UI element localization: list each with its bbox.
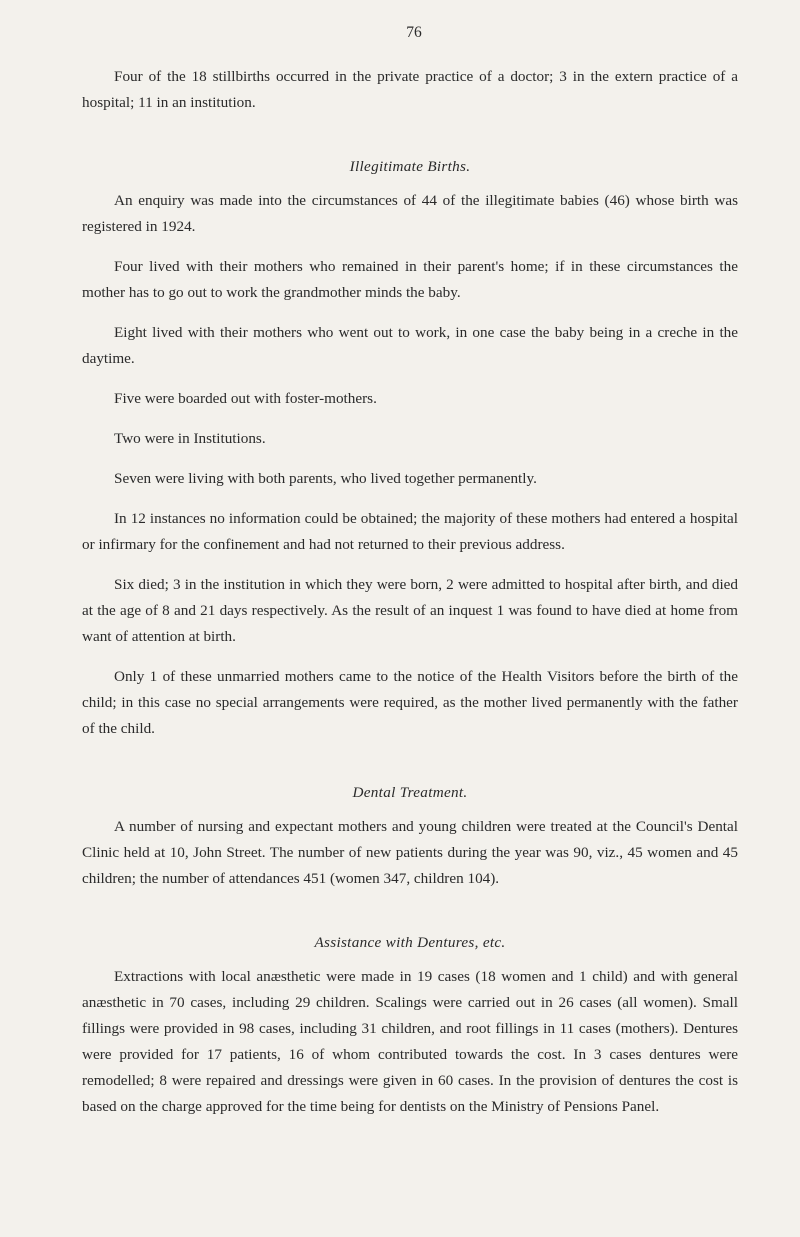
section-heading-dentures: Assistance with Dentures, etc.	[314, 934, 506, 951]
page-number: 76	[406, 24, 422, 41]
paragraph: Five were boarded out with foster-mothers.	[114, 390, 377, 407]
paragraph: Only 1 of these unmarried mothers came to the notice of the Health Visitors before the birth of the child; in this case no special arrangements were required, as the mother lived permanently with the father of the child.	[82, 668, 738, 737]
paragraph: Eight lived with their mothers who went out to work, in one case the baby being in a creche in the daytime.	[82, 324, 738, 367]
paragraph: An enquiry was made into the circumstances of 44 of the illegitimate babies (46) whose birth was registered in 1924.	[82, 192, 738, 235]
illegitimate-births-section	[82, 154, 738, 742]
paragraph: In 12 instances no information could be obtained; the majority of these mothers had entered a hospital or infirmary for the confinement and had not returned to their previous address.	[82, 510, 738, 553]
section-heading-illegitimate-births: Illegitimate Births.	[349, 158, 471, 175]
paragraph: A number of nursing and expectant mothers and young children were treated at the Council's Dental Clinic held at 10, John Street. The number of new patients during the year was 90, viz., 45 women and 45 children; the number of attendances 451 (women 347, children 104).	[82, 818, 738, 887]
paragraph: Four lived with their mothers who remained in their parent's home; if in these circumstances the mother has to go out to work the grandmother minds the baby.	[82, 258, 738, 301]
paragraph: Six died; 3 in the institution in which they were born, 2 were admitted to hospital after birth, and died at the age of 8 and 21 days respectively. As the result of an inquest 1 was found to have died at home from want of attention at birth.	[82, 576, 738, 645]
section-heading-dental-treatment: Dental Treatment.	[352, 784, 468, 801]
dentures-section	[82, 930, 738, 1120]
paragraph: Extractions with local anæsthetic were made in 19 cases (18 women and 1 child) and with general anæsthetic in 70 cases, including 29 children. Scalings were carried out in 26 cases (all women). Small fillings were provided in 98 cases, including 31 children, and root fillings in 11 cases (mothers). Dentures were provided for 17 patients, 16 of whom contributed towards the cost. In 3 cases dentures were remodelled; 8 were repaired and dressings were given in 60 cases. In the provision of dentures the cost is based on the charge approved for the time being for dentists on the Ministry of Pensions Panel.	[82, 968, 738, 1115]
dental-treatment-section	[82, 780, 738, 892]
paragraph: Seven were living with both parents, who lived together permanently.	[114, 470, 537, 487]
paragraph: Two were in Institutions.	[114, 430, 266, 447]
intro-paragraph: Four of the 18 stillbirths occurred in the private practice of a doctor; 3 in the extern practice of a hospital; 11 in an institution.	[82, 68, 738, 111]
